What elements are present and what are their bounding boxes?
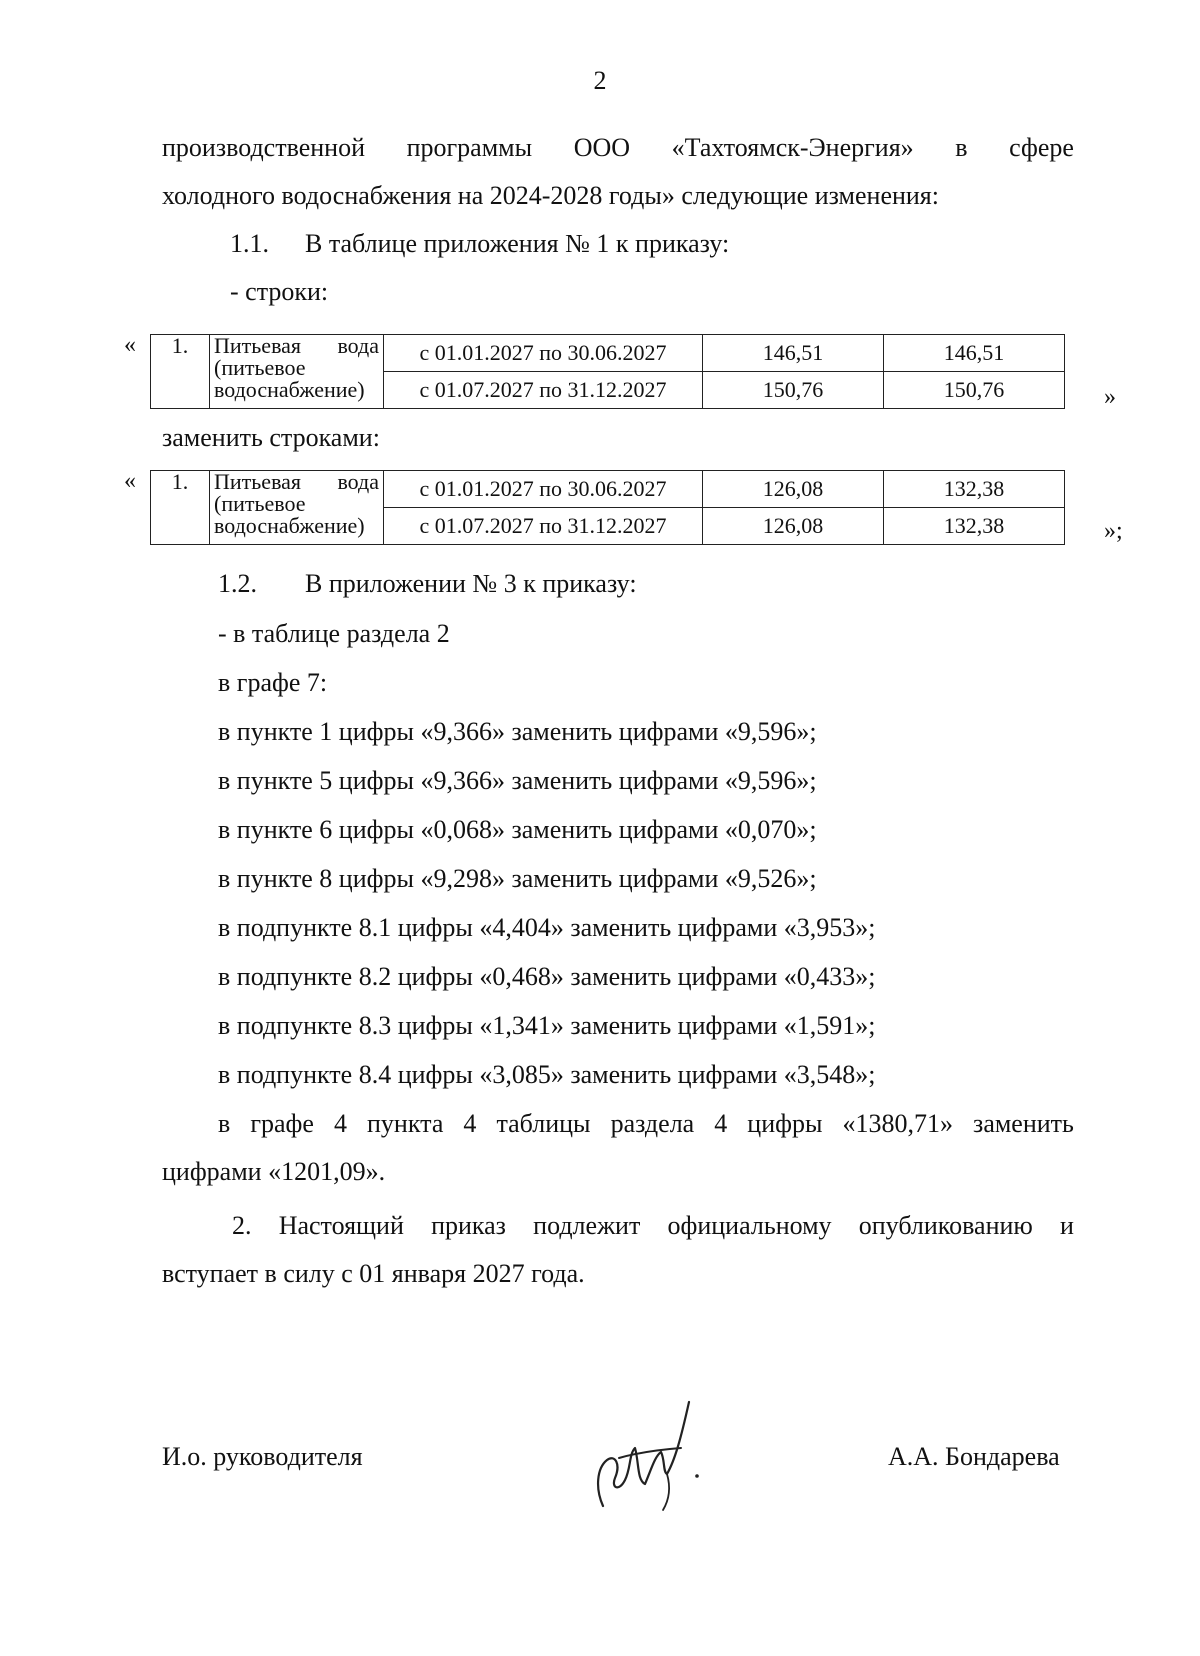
item-2-word: подлежит <box>533 1211 641 1240</box>
name-word: вода <box>337 333 379 358</box>
amendment-line: в пункте 6 цифры «0,068» заменить цифрами «0,070»; <box>218 815 817 844</box>
graph4-word: цифры <box>747 1109 823 1138</box>
name-line: (питьевое <box>214 355 306 380</box>
value-cell: 150,76 <box>884 372 1065 409</box>
item-2-word: официальному <box>667 1211 832 1240</box>
old-rows-table <box>150 334 1065 409</box>
signatory-name: А.А. Бондарева <box>888 1442 1060 1471</box>
name-word: Питьевая <box>214 333 302 358</box>
item-2-word: приказ <box>431 1211 506 1240</box>
intro-word: сфере <box>1009 133 1074 162</box>
item-1-1-text: В таблице приложения № 1 к приказу: <box>305 229 730 258</box>
period-cell: с 01.01.2027 по 30.06.2027 <box>384 335 703 372</box>
item-1-2-number: 1.2. <box>218 569 257 598</box>
value-cell: 146,51 <box>703 335 884 372</box>
amendment-line: в подпункте 8.4 цифры «3,085» заменить цифрами «3,548»; <box>218 1060 876 1089</box>
graph4-word: 4 <box>333 1109 347 1138</box>
graph4-word: таблицы <box>496 1109 591 1138</box>
rows-label: - строки: <box>230 277 329 306</box>
item-1-1-number: 1.1. <box>230 229 269 258</box>
graph4-word: 4 <box>714 1109 728 1138</box>
signature-image <box>585 1388 705 1518</box>
value-cell: 150,76 <box>703 372 884 409</box>
item-2-line-1 <box>232 1210 1074 1242</box>
replace-label: заменить строками: <box>162 423 380 452</box>
service-name <box>210 335 384 409</box>
graph4-line-1 <box>218 1108 1074 1140</box>
value-cell: 126,08 <box>703 471 884 508</box>
amendment-line: в пункте 5 цифры «9,366» заменить цифрами «9,596»; <box>218 766 817 795</box>
intro-line-2: холодного водоснабжения на 2024-2028 годы» следующие изменения: <box>162 181 939 210</box>
item-2-word: и <box>1060 1211 1074 1240</box>
name-line: водоснабжение) <box>214 377 365 402</box>
graph4-line-2: цифрами «1201,09». <box>162 1157 386 1186</box>
graph4-word: заменить <box>973 1109 1074 1138</box>
service-name <box>210 471 384 545</box>
intro-line-1 <box>162 132 1074 164</box>
open-quote: « <box>124 332 136 358</box>
graph4-word: «1380,71» <box>842 1109 953 1138</box>
value-cell: 126,08 <box>703 508 884 545</box>
period-cell: с 01.01.2027 по 30.06.2027 <box>384 471 703 508</box>
name-line: водоснабжение) <box>214 513 365 538</box>
period-cell: с 01.07.2027 по 31.12.2027 <box>384 508 703 545</box>
close-quote: »; <box>1104 518 1123 544</box>
page-number: 2 <box>593 66 607 95</box>
open-quote: « <box>124 468 136 494</box>
table-row <box>151 335 1065 372</box>
intro-word: ООО <box>573 133 631 162</box>
intro-word: производственной <box>162 133 365 162</box>
amendment-line: в графе 7: <box>218 668 328 697</box>
table-row <box>151 471 1065 508</box>
amendment-line: в пункте 1 цифры «9,366» заменить цифрами «9,596»; <box>218 717 817 746</box>
value-cell: 132,38 <box>884 508 1065 545</box>
intro-word: в <box>955 133 968 162</box>
name-word: вода <box>337 469 379 494</box>
item-2-word: опубликованию <box>858 1211 1033 1240</box>
graph4-word: пункта <box>367 1109 444 1138</box>
period-cell: с 01.07.2027 по 31.12.2027 <box>384 372 703 409</box>
name-line: (питьевое <box>214 491 306 516</box>
graph4-word: графе <box>250 1109 314 1138</box>
value-cell: 132,38 <box>884 471 1065 508</box>
amendment-line: в подпункте 8.1 цифры «4,404» заменить цифрами «3,953»; <box>218 913 876 942</box>
amendment-line: в подпункте 8.3 цифры «1,341» заменить цифрами «1,591»; <box>218 1011 876 1040</box>
amendment-line: в пункте 8 цифры «9,298» заменить цифрами «9,526»; <box>218 864 817 893</box>
intro-word: программы <box>406 133 533 162</box>
item-2-word: 2. <box>232 1211 252 1240</box>
close-quote: » <box>1104 384 1116 410</box>
item-2-line-2: вступает в силу с 01 января 2027 года. <box>162 1259 585 1288</box>
graph4-word: 4 <box>463 1109 477 1138</box>
row-number: 1. <box>151 471 210 545</box>
new-rows-table <box>150 470 1065 545</box>
intro-word: «Тахтоямск-Энергия» <box>671 133 914 162</box>
graph4-word: раздела <box>610 1109 695 1138</box>
signatory-position: И.о. руководителя <box>162 1442 363 1471</box>
graph4-word: в <box>218 1109 231 1138</box>
name-word: Питьевая <box>214 469 302 494</box>
item-2-word: Настоящий <box>278 1211 404 1240</box>
row-number: 1. <box>151 335 210 409</box>
value-cell: 146,51 <box>884 335 1065 372</box>
item-1-2-text: В приложении № 3 к приказу: <box>305 569 637 598</box>
amendment-line: - в таблице раздела 2 <box>218 619 450 648</box>
amendment-line: в подпункте 8.2 цифры «0,468» заменить цифрами «0,433»; <box>218 962 876 991</box>
